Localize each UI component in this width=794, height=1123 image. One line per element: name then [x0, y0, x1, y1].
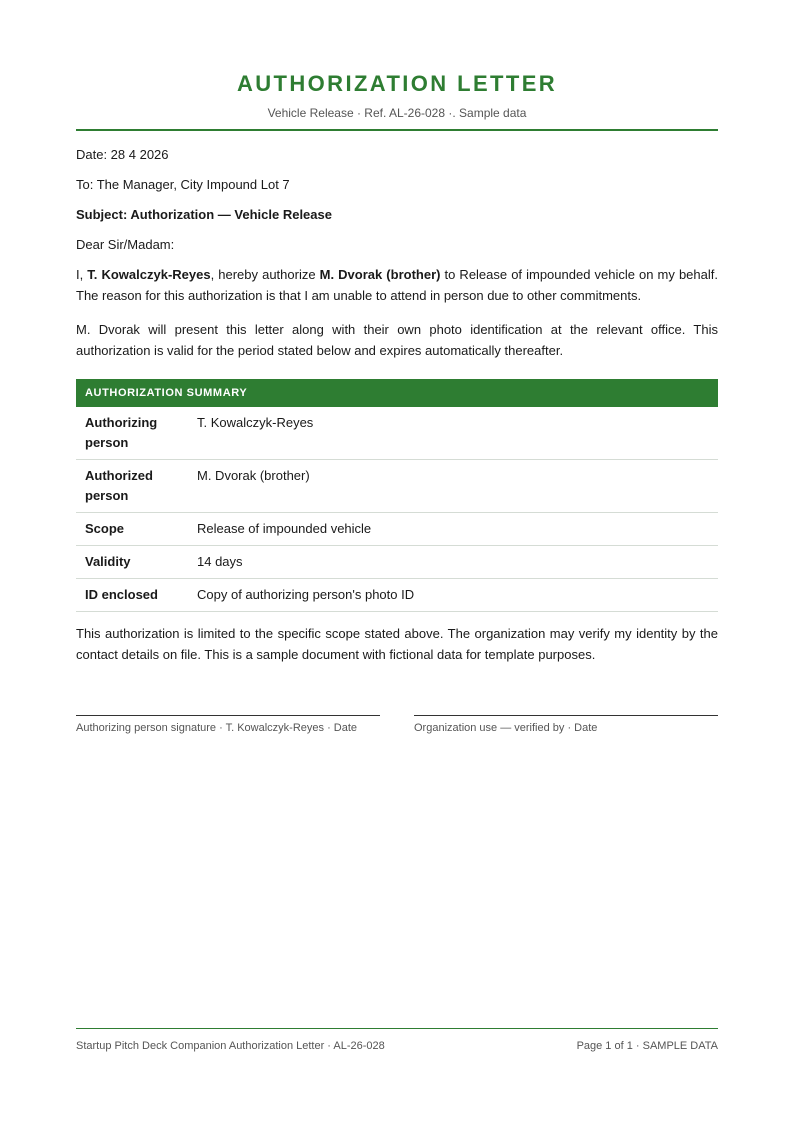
row-label: ID enclosed [85, 587, 158, 602]
body-paragraph-2: M. Dvorak will present this letter along with their own photo identification at the relevant office. This authorization is valid for the period stated below and expires automatically thereafter. [76, 322, 718, 358]
letter-date: Date: 28 4 2026 [76, 147, 169, 162]
row-value: M. Dvorak (brother) [197, 468, 310, 483]
p1-prefix: I, [76, 267, 88, 282]
row-label: Scope [85, 521, 125, 536]
letter-subject: Subject: Authorization — Vehicle Release [76, 207, 332, 222]
organization-verification-line: Organization use — verified by · Date [414, 715, 718, 735]
footer-document-label: Startup Pitch Deck Companion Authorization Letter · AL-26-028 [76, 1040, 385, 1052]
row-value: T. Kowalczyk-Reyes [197, 415, 314, 430]
table-row [76, 460, 718, 513]
p1-authorizer-name: T. Kowalczyk-Reyes [87, 267, 211, 282]
header-divider [76, 129, 718, 131]
body-paragraph-3: This authorization is limited to the specific scope stated above. The organization may verify my identity by the contact details on file. This is a sample document with fictional data for template purposes. [76, 626, 718, 662]
footer-page-number: Page 1 of 1 · SAMPLE DATA [576, 1040, 718, 1052]
table-row [76, 407, 718, 460]
p1-authorized-name: M. Dvorak (brother) [319, 267, 441, 282]
p1-mid: , hereby authorize [210, 267, 320, 282]
document-subtitle: Vehicle Release · Ref. AL-26-028 ·. Sample data [267, 106, 527, 120]
body-paragraph-1 [76, 264, 718, 306]
table-row [76, 513, 718, 546]
row-value: Release of impounded vehicle [197, 521, 372, 536]
letter-salutation: Dear Sir/Madam: [76, 237, 175, 252]
row-label: Validity [85, 554, 131, 569]
page-footer [76, 1028, 718, 1053]
p1-rest: to Release of impounded vehicle on my behalf. The reason for this authorization is that I am unable to attend in person due to other commitments. [76, 267, 718, 303]
table-row [76, 579, 718, 612]
table-row [76, 546, 718, 579]
row-label: Authorized person [85, 468, 153, 503]
letter-page [76, 0, 718, 1052]
row-label: Authorizing person [85, 415, 158, 450]
document-title: AUTHORIZATION LETTER [236, 71, 558, 96]
authorization-summary-table [76, 379, 718, 612]
letter-recipient: To: The Manager, City Impound Lot 7 [76, 177, 290, 192]
row-value: Copy of authorizing person's photo ID [197, 587, 415, 602]
authorizer-signature-line: Authorizing person signature · T. Kowalczyk-Reyes · Date [76, 715, 380, 735]
summary-heading: AUTHORIZATION SUMMARY [76, 379, 718, 407]
row-value: 14 days [197, 554, 243, 569]
